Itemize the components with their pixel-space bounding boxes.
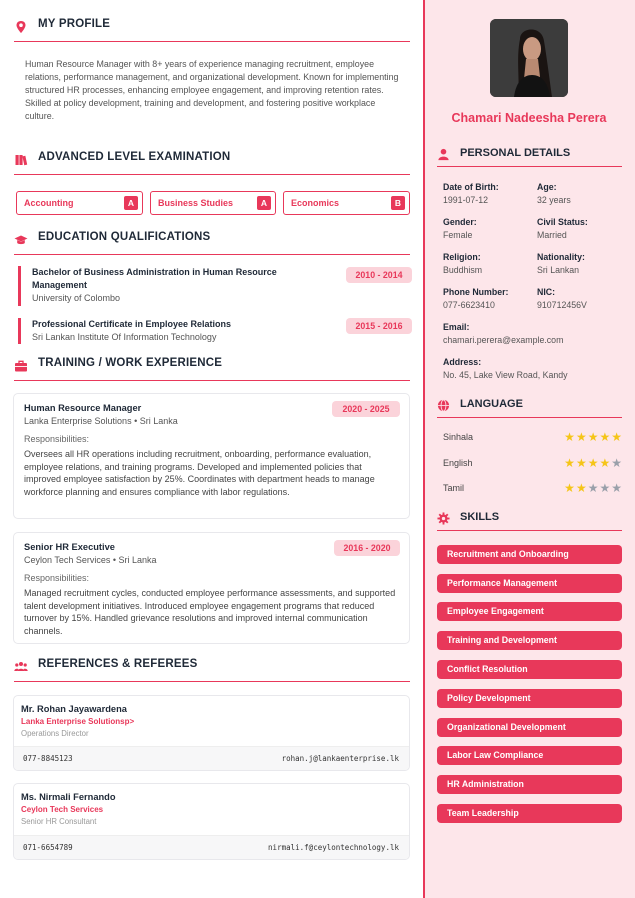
star-filled-icon: ★ (564, 481, 576, 495)
experience-card (13, 532, 410, 644)
reference-position: Operations Director (21, 729, 89, 738)
reference-email: rohan.j@lankaenterprise.lk (281, 754, 399, 763)
reference-company: Lanka Enterprise Solutionsp> (21, 717, 135, 726)
reference-name: Mr. Rohan Jayawardena (21, 704, 127, 714)
exam-subject-name: Business Studies (158, 198, 234, 208)
language-rating (564, 481, 623, 495)
religion-label: Religion: (443, 252, 481, 262)
education-years-badge: 2015 - 2016 (346, 318, 412, 334)
gender-value: Female (443, 230, 473, 240)
experience-card (13, 393, 410, 519)
age-label: Age: (537, 182, 557, 192)
gear-icon (437, 512, 450, 525)
civil-status-field (537, 217, 588, 240)
star-filled-icon: ★ (599, 456, 612, 470)
exam-grade-badge: B (391, 196, 405, 210)
advanced-level-title: ADVANCED LEVEL EXAMINATION (38, 151, 231, 163)
reference-phone: 071-6654789 (23, 843, 73, 852)
globe-icon (437, 399, 450, 412)
map-pin-icon (14, 20, 28, 34)
exam-grade-badge: A (124, 196, 138, 210)
skill-tag: Team Leadership (437, 804, 622, 823)
users-icon (14, 660, 28, 674)
experience-title: TRAINING / WORK EXPERIENCE (38, 357, 223, 369)
address-field (443, 357, 568, 380)
nationality-field (537, 252, 585, 275)
personal-details-header (437, 147, 622, 167)
nic-label: NIC: (537, 287, 556, 297)
dob-value: 1991-07-12 (443, 195, 488, 205)
language-header (437, 398, 622, 418)
civil-status-label: Civil Status: (537, 217, 588, 227)
exam-subject-name: Economics (291, 198, 340, 208)
exam-subject (283, 191, 410, 215)
star-empty-icon: ★ (599, 481, 612, 495)
religion-value: Buddhism (443, 265, 483, 275)
religion-field (443, 252, 482, 275)
reference-contact-bar (14, 835, 409, 859)
language-name: Tamil (443, 483, 465, 493)
skill-tag: Policy Development (437, 689, 622, 708)
experience-section-header (14, 357, 410, 381)
profile-title: MY PROFILE (38, 18, 111, 30)
references-title: REFERENCES & REFEREES (38, 658, 198, 670)
language-name: English (443, 458, 473, 468)
job-years-badge: 2020 - 2025 (332, 401, 400, 417)
education-item (18, 318, 410, 344)
phone-label: Phone Number: (443, 287, 509, 297)
nationality-value: Sri Lankan (537, 265, 580, 275)
email-value: chamari.perera@example.com (443, 335, 564, 345)
personal-details-title: PERSONAL DETAILS (460, 147, 571, 159)
reference-position: Senior HR Consultant (21, 817, 97, 826)
reference-name: Ms. Nirmali Fernando (21, 792, 116, 802)
graduation-cap-icon (14, 233, 28, 247)
age-value: 32 years (537, 195, 571, 205)
profile-photo (490, 19, 568, 97)
exam-subject (150, 191, 276, 215)
education-institution: Sri Lankan Institute Of Information Technology (32, 332, 217, 342)
email-label: Email: (443, 322, 470, 332)
exam-grade-badge: A (257, 196, 271, 210)
responsibilities-label: Responsibilities: (24, 573, 90, 583)
gender-field (443, 217, 477, 240)
skill-tag: Organizational Development (437, 718, 622, 737)
exam-subject (16, 191, 143, 215)
skill-tag: Training and Development (437, 631, 622, 650)
nationality-label: Nationality: (537, 252, 585, 262)
skill-tag: Performance Management (437, 574, 622, 593)
books-icon (14, 153, 28, 167)
phone-value: 077-6623410 (443, 300, 495, 310)
star-filled-icon: ★ (575, 456, 588, 470)
reference-card (13, 695, 410, 771)
address-value: No. 45, Lake View Road, Kandy (443, 370, 568, 380)
skill-tag: Employee Engagement (437, 602, 622, 621)
star-filled-icon: ★ (599, 430, 612, 444)
job-responsibilities: Oversees all HR operations including recruitment, onboarding, performance evaluation, employee relations, and training programs. Developed and implemented policies that improved employee satisfaction by 25%. Coordinates with department heads to manage workforce planning and ensures compliance with labor regulations. (24, 449, 375, 497)
email-field (443, 322, 563, 345)
job-role: Senior HR Executive (24, 542, 115, 552)
education-item (18, 266, 410, 306)
nic-value: 910712456V (537, 300, 587, 310)
language-title: LANGUAGE (460, 398, 523, 410)
skill-tag: Recruitment and Onboarding (437, 545, 622, 564)
language-rating (564, 430, 623, 444)
education-degree: Bachelor of Business Administration in Human Resource Management (32, 267, 277, 290)
star-filled-icon: ★ (587, 430, 600, 444)
star-empty-icon: ★ (587, 481, 600, 495)
briefcase-icon (14, 359, 28, 373)
references-section-header (14, 658, 410, 682)
job-responsibilities: Managed recruitment cycles, conducted employee performance assessments, and supported talent development initiatives. Introduced employee engagement programs that reduced turnover by 15%. Handled grievance resolutions and improved internal communication channels. (24, 588, 396, 636)
education-title: EDUCATION QUALIFICATIONS (38, 231, 211, 243)
star-empty-icon: ★ (611, 456, 623, 470)
reference-card (13, 783, 410, 860)
job-role: Human Resource Manager (24, 403, 142, 413)
education-institution: University of Colombo (32, 293, 121, 303)
civil-status-value: Married (537, 230, 567, 240)
phone-field (443, 287, 509, 310)
job-years-badge: 2016 - 2020 (334, 540, 400, 556)
dob-field (443, 182, 499, 205)
skill-tag: Labor Law Compliance (437, 746, 622, 765)
language-row (443, 458, 623, 472)
profile-section-header (14, 18, 410, 42)
star-empty-icon: ★ (611, 481, 623, 495)
reference-contact-bar (14, 746, 409, 770)
reference-company: Ceylon Tech Services (21, 805, 104, 814)
star-filled-icon: ★ (564, 456, 576, 470)
job-company: Ceylon Tech Services • Sri Lanka (24, 555, 157, 565)
language-row (443, 483, 623, 497)
star-filled-icon: ★ (575, 430, 588, 444)
age-field (537, 182, 571, 205)
education-section-header (14, 231, 410, 255)
language-name: Sinhala (443, 432, 474, 442)
star-filled-icon: ★ (611, 430, 623, 444)
dob-label: Date of Birth: (443, 182, 499, 192)
responsibilities-label: Responsibilities: (24, 434, 90, 444)
education-years-badge: 2010 - 2014 (346, 267, 412, 283)
nic-field (537, 287, 587, 310)
job-company: Lanka Enterprise Solutions • Sri Lanka (24, 416, 178, 426)
exam-subject-name: Accounting (24, 198, 74, 208)
star-filled-icon: ★ (575, 481, 588, 495)
skills-header (437, 511, 622, 531)
language-rating (564, 456, 623, 470)
advanced-level-section-header (14, 151, 410, 175)
profile-photo-image (490, 19, 568, 97)
reference-phone: 077-8845123 (23, 754, 73, 763)
star-filled-icon: ★ (564, 430, 576, 444)
star-filled-icon: ★ (587, 456, 600, 470)
profile-summary: Human Resource Manager with 8+ years of experience managing recruitment, employee relations, performance management, and organizational development. Known for implementing structured HR processes, enhancing employee engagement, and improving retention rates. Skilled at policy development, training and development, and fostering positive workplace culture. (25, 59, 399, 121)
education-degree: Professional Certificate in Employee Relations (32, 319, 232, 329)
address-label: Address: (443, 357, 482, 367)
full-name: Chamari Nadeesha Perera (451, 111, 607, 125)
reference-email: nirmali.f@ceylontechnology.lk (268, 843, 399, 852)
language-row (443, 432, 623, 446)
skill-tag: HR Administration (437, 775, 622, 794)
skills-title: SKILLS (460, 511, 500, 523)
skill-tag: Conflict Resolution (437, 660, 622, 679)
user-icon (437, 148, 450, 161)
gender-label: Gender: (443, 217, 477, 227)
